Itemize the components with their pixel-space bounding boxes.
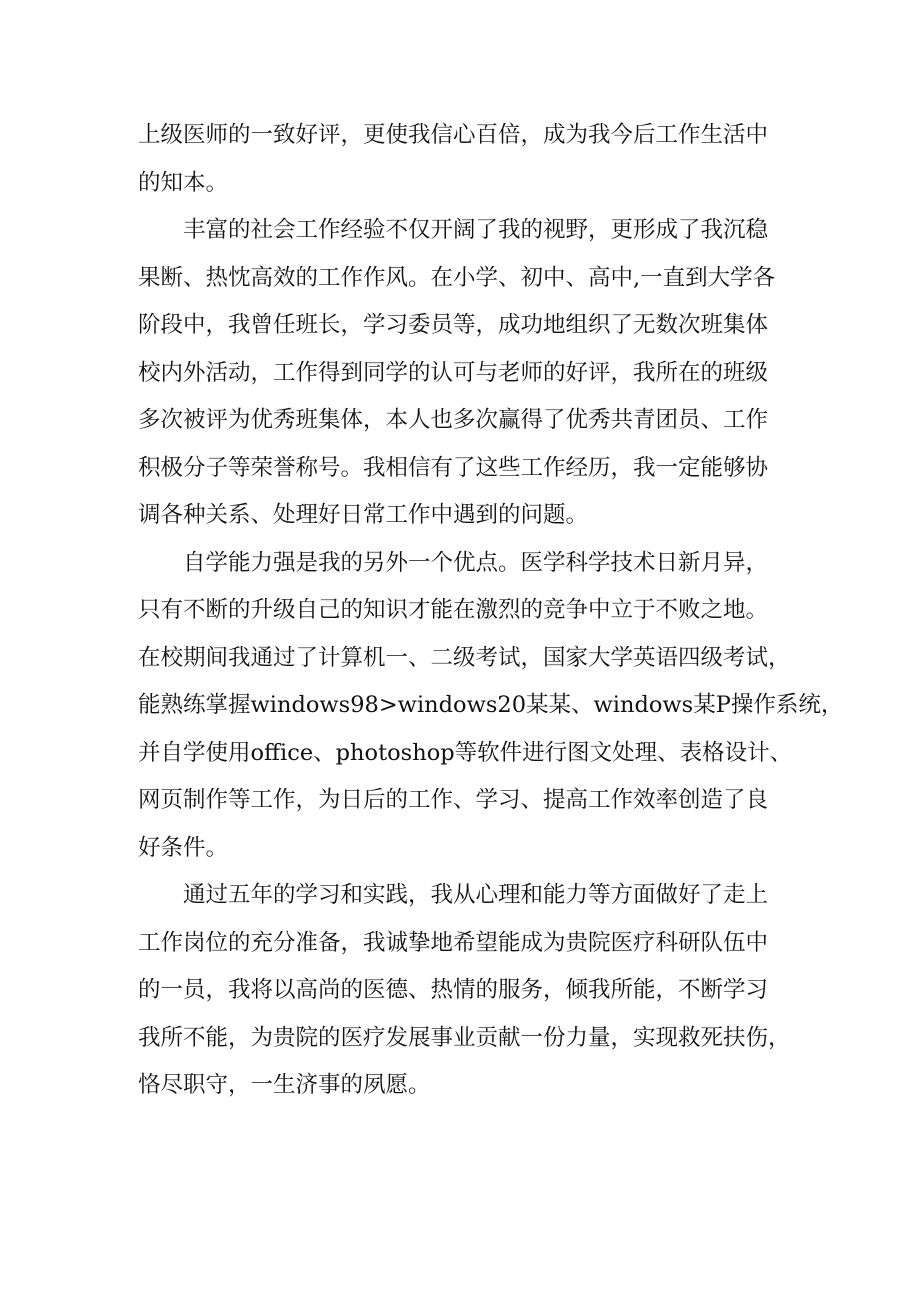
paragraph-3 xyxy=(138,540,844,873)
text-line: 的一员，我将以高尚的医德、热情的服务，倾我所能，不断学习 xyxy=(138,977,769,1003)
text-line: 通过五年的学习和实践，我从心理和能力等方面做好了走上 xyxy=(138,882,769,908)
text-line: 自学能力强是我的另外一个优点。医学科学技术日新月异， xyxy=(138,549,769,576)
text-line: 在校期间我通过了计算机一、二级考试，国家大学英语四级考试， xyxy=(138,644,791,671)
text-line: 校内外活动，工作得到同学的认可与老师的好评，我所在的班级 xyxy=(138,359,769,386)
text-line: 我所不能，为贵院的医疗发展事业贡献一份力量，实现救死扶伤， xyxy=(138,1024,791,1051)
paragraph-1 xyxy=(138,112,802,207)
text-line: 好条件。 xyxy=(138,834,229,861)
text-line: 阶段中，我曾任班长，学习委员等，成功地组织了无数次班集体 xyxy=(138,312,769,338)
text-line: 果断、热忱高效的工作作风。在小学、初中、高中,一直到大学各 xyxy=(138,264,776,291)
text-line: 丰富的社会工作经验不仅开阔了我的视野，更形成了我沉稳 xyxy=(138,217,769,243)
text-line: 上级医师的一致好评，更使我信心百倍，成为我今后工作生活中 xyxy=(138,122,769,148)
paragraph-4 xyxy=(138,872,802,1110)
text-line: 工作岗位的充分准备，我诚挚地希望能成为贵院医疗科研队伍中 xyxy=(138,929,769,956)
document-body xyxy=(138,112,844,1110)
text-line: 调各种关系、处理好日常工作中遇到的问题。 xyxy=(138,502,589,528)
text-line: 多次被评为优秀班集体，本人也多次赢得了优秀共青团员、工作 xyxy=(138,407,769,433)
text-line: 能熟练掌握windows98>windows20某某、windows某P操作系统， xyxy=(138,692,844,718)
paragraph-2 xyxy=(138,207,802,540)
text-line: 的知本。 xyxy=(138,169,229,196)
text-line: 网页制作等工作，为日后的工作、学习、提高工作效率创造了良 xyxy=(138,787,769,813)
text-line: 积极分子等荣誉称号。我相信有了这些工作经历，我一定能够协 xyxy=(138,454,769,481)
text-line: 恪尽职守，一生济事的夙愿。 xyxy=(138,1072,431,1098)
text-line: 只有不断的升级自己的知识才能在激烈的竞争中立于不败之地。 xyxy=(138,597,769,623)
text-line: 并自学使用office、photoshop等软件进行图文处理、表格设计、 xyxy=(138,739,793,766)
